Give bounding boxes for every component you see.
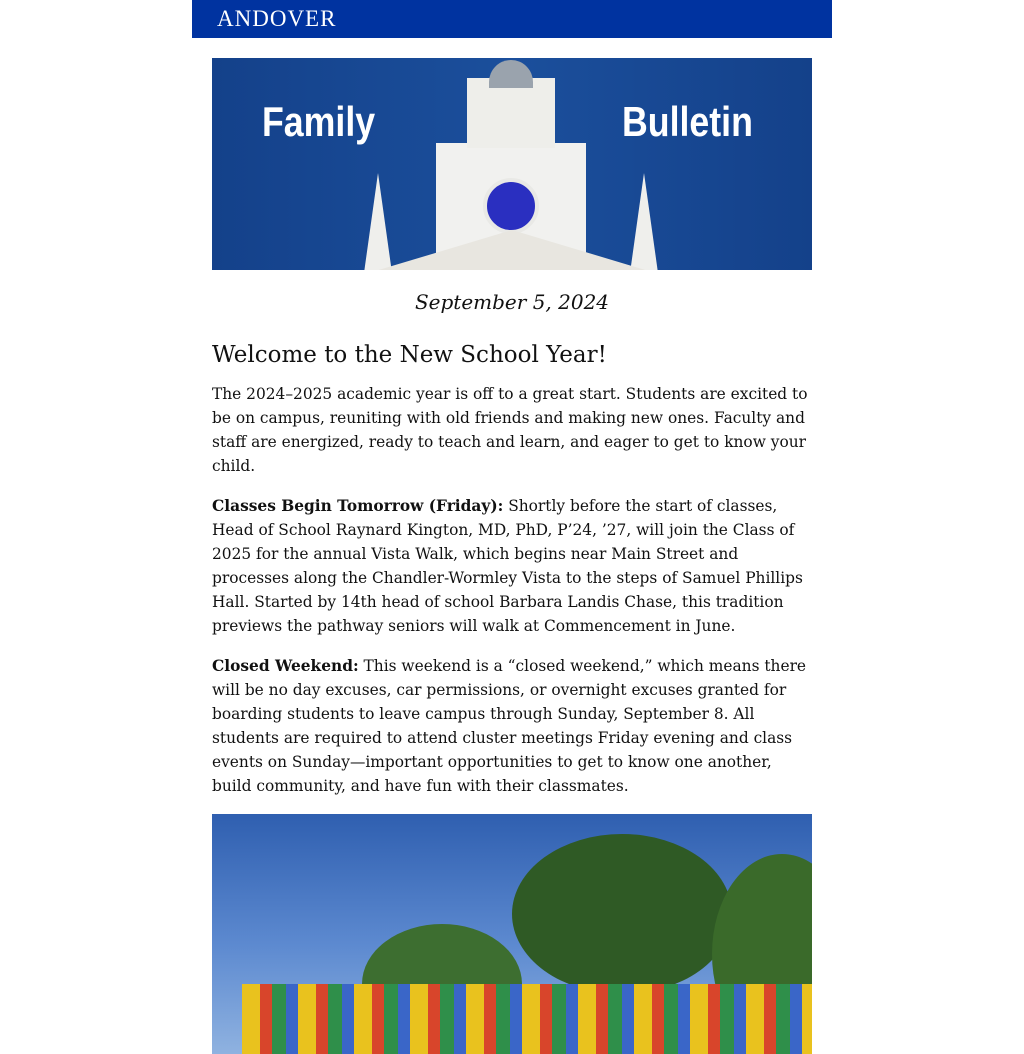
paragraph-text: Shortly before the start of classes, Head of School Raynard Kington, MD, PhD, P’24, ’27, will join the Class of 2025 for the annual Vista Walk, which begins near Main Street and processes along the Chandler-Wormley Vista to the steps of Samuel Phillips Hall. Started by 14th head of school Barbara Landis Chase, this tradition previews the pathway seniors will walk at Commencement in June. — [212, 497, 803, 635]
tree — [512, 834, 732, 994]
andover-logo[interactable]: ANDOVER — [217, 6, 337, 31]
clock-face — [483, 178, 539, 234]
banner-word-family: Family — [262, 98, 376, 145]
paragraph-text: This weekend is a “closed weekend,” which means there will be no day excuses, car permissions, or overnight excuses granted for boarding students to leave campus through Sunday, September 8. All students are required to attend cluster meetings Friday evening and class events on Sunday—important opportunities to get to know one another, build community, and have fun with their classmates. — [212, 657, 807, 795]
family-bulletin-banner — [212, 58, 812, 270]
banner-word-bulletin: Bulletin — [622, 98, 753, 145]
header-bar — [192, 0, 832, 38]
students-photo — [212, 814, 812, 1054]
paragraph-lead: Classes Begin Tomorrow (Friday): — [212, 497, 504, 515]
paragraph-closed-weekend — [212, 654, 812, 798]
roof — [362, 230, 662, 270]
paragraph-classes — [212, 494, 812, 638]
email-container — [192, 0, 832, 795]
cupola — [489, 60, 533, 88]
paragraph-lead: Closed Weekend: — [212, 657, 359, 675]
bulletin-date: September 5, 2024 — [414, 290, 610, 314]
paragraph-intro — [212, 382, 812, 478]
paragraph-text: The 2024–2025 academic year is off to a great start. Students are excited to be on campus, reuniting with old friends and making new ones. Faculty and staff are energized, ready to teach and learn, and eager to get to know your child. — [212, 385, 808, 475]
belfry — [467, 78, 555, 148]
bulletin-content — [212, 58, 812, 1054]
students-group — [242, 984, 812, 1054]
article-title: Welcome to the New School Year! — [212, 342, 607, 368]
